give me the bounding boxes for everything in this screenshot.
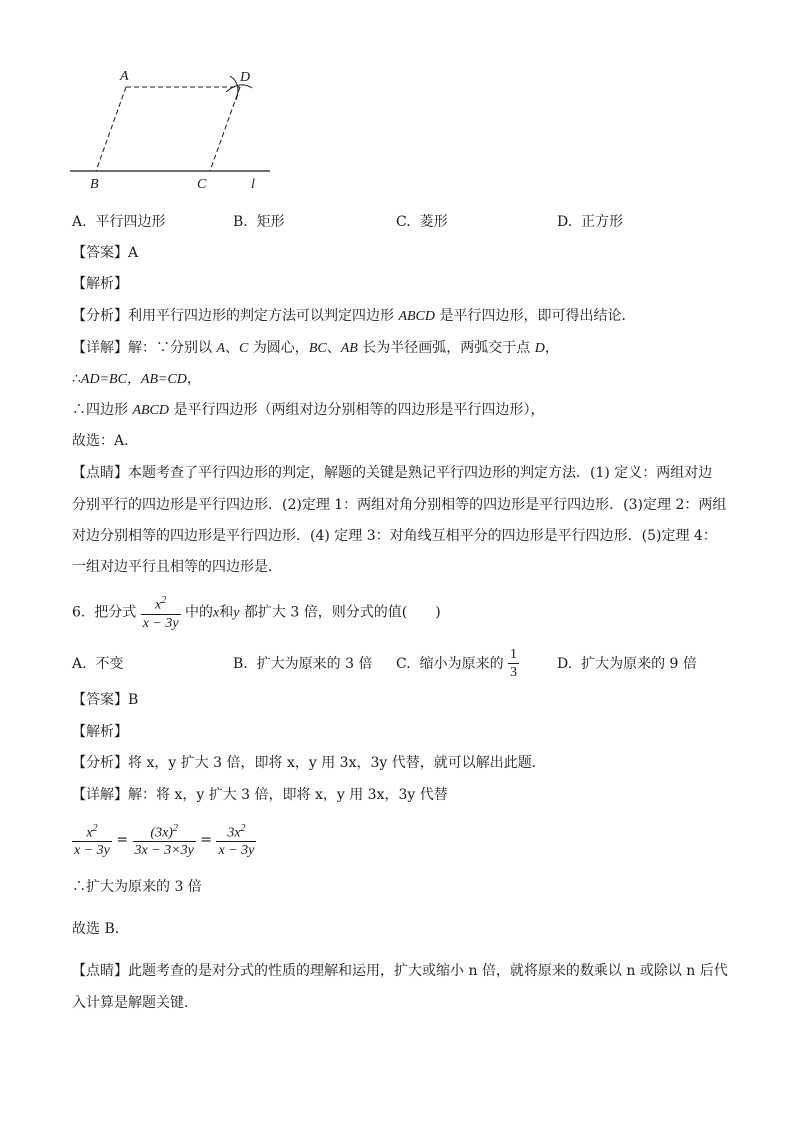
side-ab bbox=[96, 87, 126, 171]
q6-stem: 6. 把分式 $\frac{x^2}{x - 3y}$ 中的x和y 都扩大 3 倍，则分式的值( ) bbox=[72, 595, 441, 631]
q5-comment-4: 一组对边平行且相等的四边形是． bbox=[72, 559, 282, 575]
q6-equation: $\frac{x^2}{x - 3y}$ = $\frac{(3x)^2}{3x - 3\times 3y}$ = $\frac{3x^2}{x - 3y}$ bbox=[74, 822, 255, 859]
q5-comment-2: 分别平行的四边形是平行四边形．(2)定理 1：两组对角分别相等的四边形是平行四边形．(3)定理 2：两组 bbox=[72, 497, 727, 513]
q6-answer: 【答案】B bbox=[72, 692, 139, 708]
q5-option-c: C. 菱形 bbox=[396, 214, 448, 230]
q6-option-a: A. 不变 bbox=[72, 656, 124, 672]
q6-fenxi: 【分析】将 x，y 扩大 3 倍，即将 x，y 用 3x，3y 代替，就可以解出此题． bbox=[72, 755, 546, 771]
q5-choose: 故选：A． bbox=[72, 433, 139, 449]
q6-detail: 【详解】解：将 x，y 扩大 3 倍，即将 x，y 用 3x，3y 代替 bbox=[72, 787, 448, 803]
label-c: C bbox=[197, 177, 207, 192]
eq-fraction-3: $\frac{3x^2}{x - 3y}$ bbox=[218, 822, 255, 859]
q5-analysis-tag: 【解析】 bbox=[72, 276, 128, 292]
q6-option-c-fraction: $\frac{1}{3}$ bbox=[510, 647, 518, 680]
q5-comment-3: 对边分别相等的四边形是平行四边形．(4) 定理 3：对角线互相平分的四边形是平行四边形．(5)定理 4： bbox=[72, 528, 717, 544]
eq-fraction-2: $\frac{(3x)^2}{3x - 3\times 3y}$ bbox=[134, 822, 194, 859]
q6-fraction: $\frac{x^2}{x - 3y}$ bbox=[142, 595, 179, 631]
q5-option-a: A. 平行四边形 bbox=[72, 214, 166, 230]
side-cd bbox=[210, 87, 240, 171]
parallelogram-figure bbox=[60, 62, 280, 197]
label-b: B bbox=[90, 177, 99, 192]
eq-fraction-1: $\frac{x^2}{x - 3y}$ bbox=[74, 822, 110, 859]
q6-option-d: D. 扩大为原来的 9 倍 bbox=[557, 656, 697, 672]
q5-fenxi: 【分析】利用平行四边形的判定方法可以判定四边形 ABCD 是平行四边形，即可得出结论． bbox=[72, 308, 636, 324]
q6-comment-1: 【点睛】此题考查的是对分式的性质的理解和运用，扩大或缩小 n 倍，就将原来的数乘以 n 或除以 n 后代 bbox=[72, 963, 728, 979]
q5-option-d: D. 正方形 bbox=[557, 214, 624, 230]
q5-therefore-1: ∴AD=BC，AB=CD， bbox=[72, 371, 201, 387]
q5-comment-1: 【点睛】本题考查了平行四边形的判定，解题的关键是熟记平行四边形的判定方法．(1) 定义：两组对边 bbox=[72, 465, 713, 481]
q6-choose: 故选 B． bbox=[72, 921, 129, 937]
q6-comment-2: 入计算是解题关键． bbox=[72, 995, 198, 1011]
q6-therefore: ∴扩大为原来的 3 倍 bbox=[72, 879, 202, 895]
q5-option-b: B. 矩形 bbox=[233, 214, 285, 230]
q5-detail: 【详解】解：∵分别以 A、C 为圆心，BC、AB 长为半径画弧，两弧交于点 D， bbox=[72, 340, 559, 356]
label-a: A bbox=[120, 69, 129, 84]
label-d: D bbox=[240, 70, 251, 85]
q5-therefore-2: ∴四边形 ABCD 是平行四边形（两组对边分别相等的四边形是平行四边形）， bbox=[72, 402, 545, 418]
label-l: l bbox=[251, 177, 255, 192]
q5-answer: 【答案】A bbox=[72, 245, 139, 261]
q6-option-c: C. 缩小为原来的 $\frac{1}{3}$ bbox=[396, 647, 518, 680]
q6-analysis-tag: 【解析】 bbox=[72, 724, 128, 740]
q6-option-b: B. 扩大为原来的 3 倍 bbox=[233, 656, 373, 672]
